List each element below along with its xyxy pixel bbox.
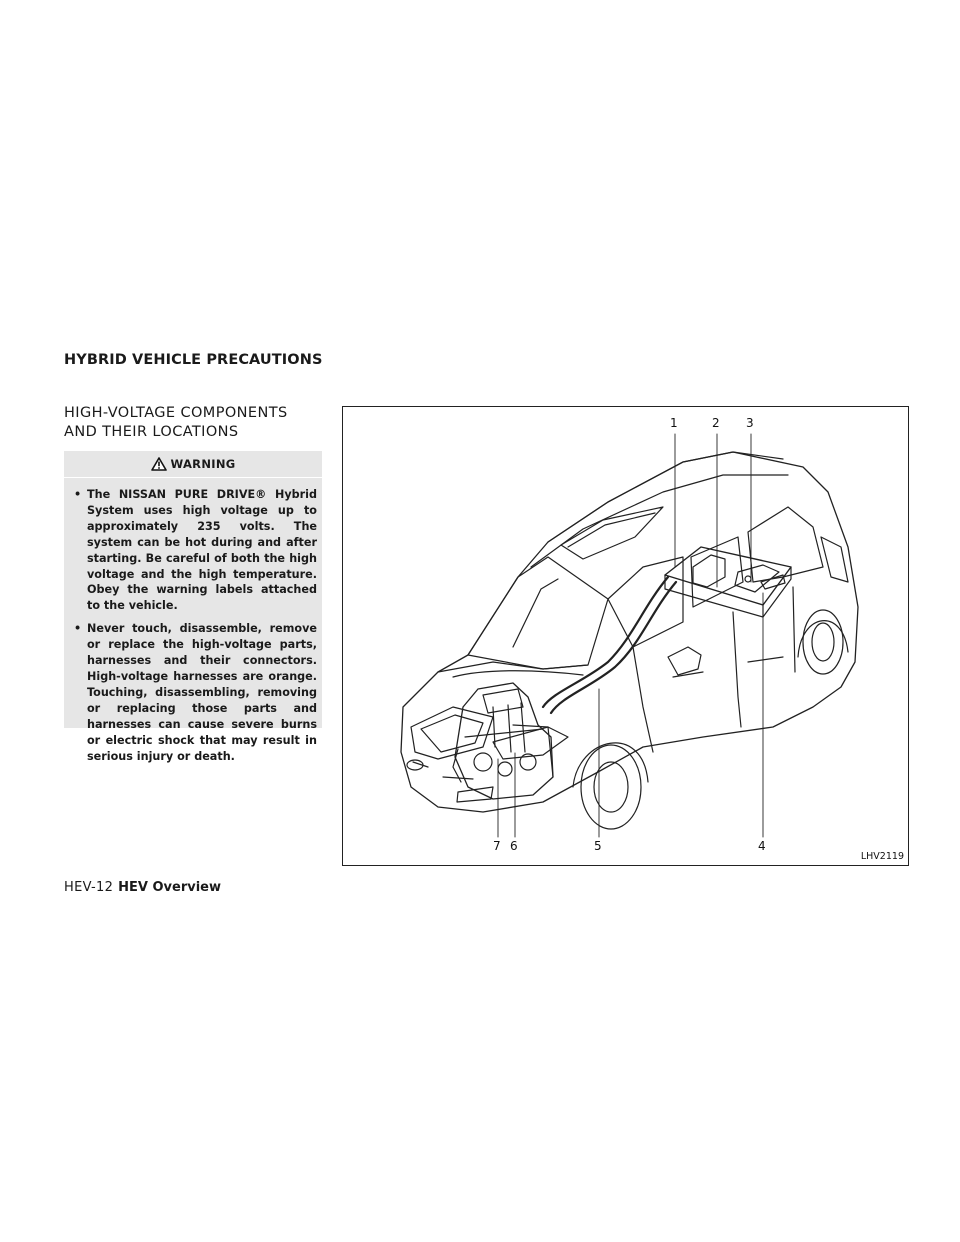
- callout-6: 6: [510, 839, 518, 853]
- chapter-name: HEV Overview: [118, 880, 222, 895]
- warning-item-text: Never touch, disassemble, remove or replace the high-voltage parts, harnesses and their connectors. High-voltage harnesses are orange. Touching, disassembling, removing or replacing those parts and harnesses can cause severe burns or electric shock that may result in serious injury or death.: [87, 622, 317, 763]
- topic-title-line-2: AND THEIR LOCATIONS: [64, 424, 239, 440]
- callout-3: 3: [746, 416, 754, 430]
- callout-2: 2: [712, 416, 720, 430]
- warning-label: WARNING: [170, 457, 236, 471]
- vehicle-illustration: [343, 407, 908, 865]
- warning-box: [64, 451, 322, 763]
- section-heading: HYBRID VEHICLE PRECAUTIONS: [64, 352, 323, 368]
- callout-5: 5: [594, 839, 602, 853]
- warning-item: • Never touch, disassemble, remove or replace the high-voltage parts, harnesses and their connectors. High-voltage harnesses are orange. Touching, disassembling, removing or replacing those parts and harnesses can cause severe burns or electric shock that may result in serious injury or death.: [74, 622, 317, 763]
- vehicle-figure: [342, 406, 909, 866]
- topic-title: [64, 404, 326, 442]
- warning-item-text: The NISSAN PURE DRIVE® Hybrid System uses high voltage up to approximately 235 volts. The system can be hot during and after starting. Be careful of both the high voltage and the high temperature. Obey the warning labels attached to the vehicle.: [87, 488, 317, 613]
- page-number: HEV-12: [64, 880, 114, 895]
- warning-item: • The NISSAN PURE DRIVE® Hybrid System uses high voltage up to approximately 235 volts. The system can be hot during and after starting. Be careful of both the high voltage and the high temperature. Obey the warning labels attached to the vehicle.: [74, 488, 317, 613]
- topic-title-line-1: HIGH-VOLTAGE COMPONENTS: [64, 405, 288, 421]
- warning-triangle-icon: [151, 457, 167, 471]
- warning-header: [64, 451, 322, 478]
- warning-list: [64, 478, 322, 764]
- callout-4: 4: [758, 839, 766, 853]
- page-footer: [64, 880, 221, 895]
- figure-id: LHV2119: [860, 851, 904, 862]
- callout-1: 1: [670, 416, 678, 430]
- callout-7: 7: [493, 839, 501, 853]
